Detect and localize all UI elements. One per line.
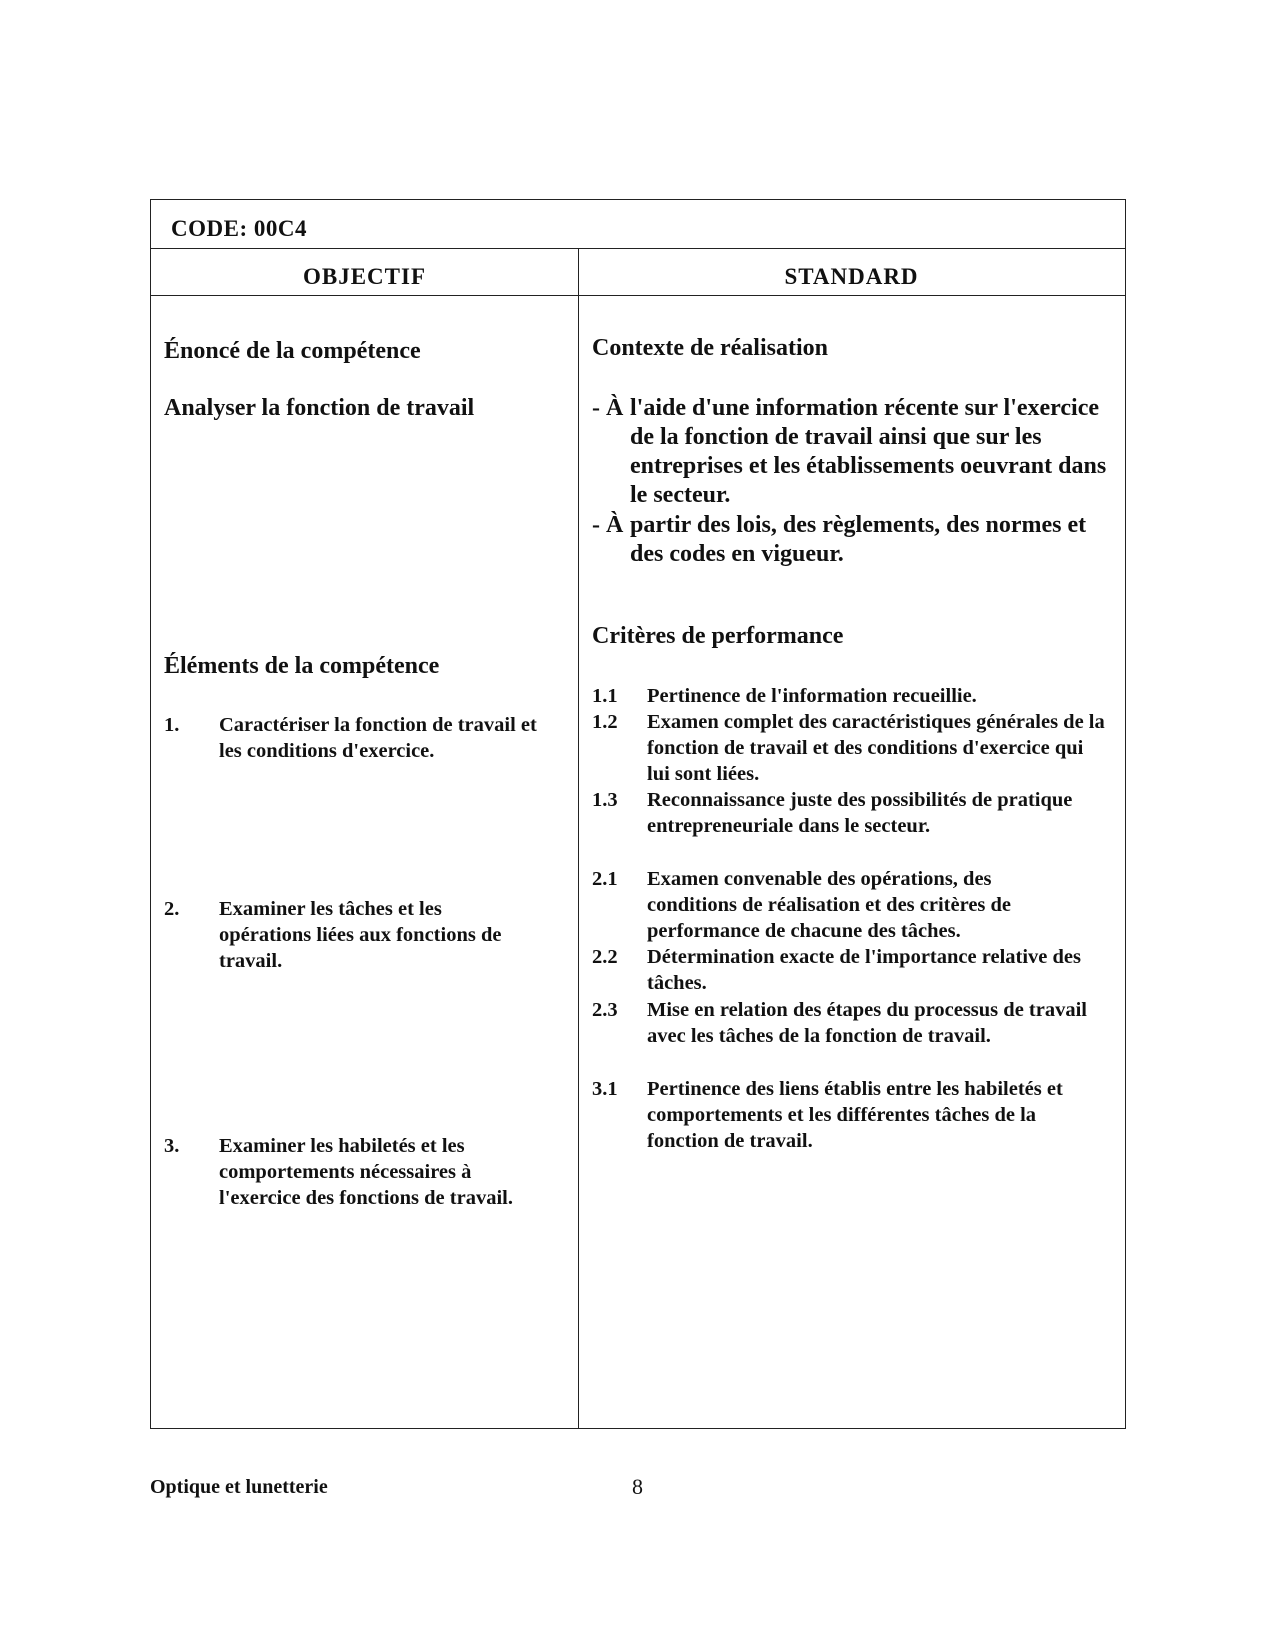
critere-text: Reconnaissance juste des possibilités de pratique entrepreneuriale dans le secteur.: [647, 789, 1073, 837]
code-row: [151, 200, 1125, 249]
contexte-item: [592, 394, 1112, 514]
competency-code: CODE: 00C4: [171, 216, 307, 241]
critere-number: 2.2: [592, 946, 618, 968]
critere-number: 3.1: [592, 1078, 618, 1100]
critere-number: 1.3: [592, 789, 618, 811]
footer-program: Optique et lunetterie: [150, 1476, 328, 1498]
critere-number: 2.1: [592, 868, 618, 890]
header-standard: STANDARD: [784, 264, 919, 289]
column-headers: [151, 248, 1125, 296]
critere-text: Examen convenable des opérations, des conditions de réalisation et des critères de performance de chacune des tâches.: [647, 868, 1012, 942]
critere-number: 1.2: [592, 711, 618, 733]
critere-number: 1.1: [592, 685, 618, 707]
elements-title: Éléments de la compétence: [164, 653, 440, 679]
contexte-item: [592, 511, 1112, 571]
critere-text: Pertinence de l'information recueillie.: [647, 685, 977, 707]
critere-text: Détermination exacte de l'importance relative des tâches.: [647, 946, 1081, 994]
critere-text: Mise en relation des étapes du processus de travail avec les tâches de la fonction de travail.: [647, 999, 1087, 1047]
criteres-title: Critères de performance: [592, 623, 844, 649]
contexte-dash: - À: [592, 395, 624, 421]
element-text: Examiner les habiletés et les comportements nécessaires à l'exercice des fonctions de travail.: [219, 1135, 513, 1209]
contexte-text: partir des lois, des règlements, des normes et des codes en vigueur.: [630, 512, 1087, 567]
enonce-title: Énoncé de la compétence: [164, 338, 421, 364]
enonce-text: Analyser la fonction de travail: [164, 395, 475, 421]
page-number: 8: [632, 1474, 643, 1499]
element-text: Caractériser la fonction de travail et les conditions d'exercice.: [219, 714, 537, 762]
critere-text: Pertinence des liens établis entre les habiletés et comportements et les différentes tâches de la fonction de travail.: [647, 1078, 1063, 1152]
element-number: 3.: [164, 1135, 180, 1157]
header-objectif: OBJECTIF: [302, 264, 427, 289]
element-number: 2.: [164, 898, 180, 920]
critere-text: Examen complet des caractéristiques générales de la fonction de travail et des conditions d'exercice qui lui sont liées.: [647, 711, 1105, 785]
element-text: Examiner les tâches et les opérations liées aux fonctions de travail.: [219, 898, 502, 972]
contexte-text: l'aide d'une information récente sur l'exercice de la fonction de travail ainsi que sur les entreprises et les établissements oeuvrant dans le secteur.: [630, 395, 1107, 508]
contexte-dash: - À: [592, 512, 624, 538]
contexte-title: Contexte de réalisation: [592, 335, 828, 361]
critere-number: 2.3: [592, 999, 618, 1021]
element-number: 1.: [164, 714, 180, 736]
column-divider: [578, 248, 579, 1428]
